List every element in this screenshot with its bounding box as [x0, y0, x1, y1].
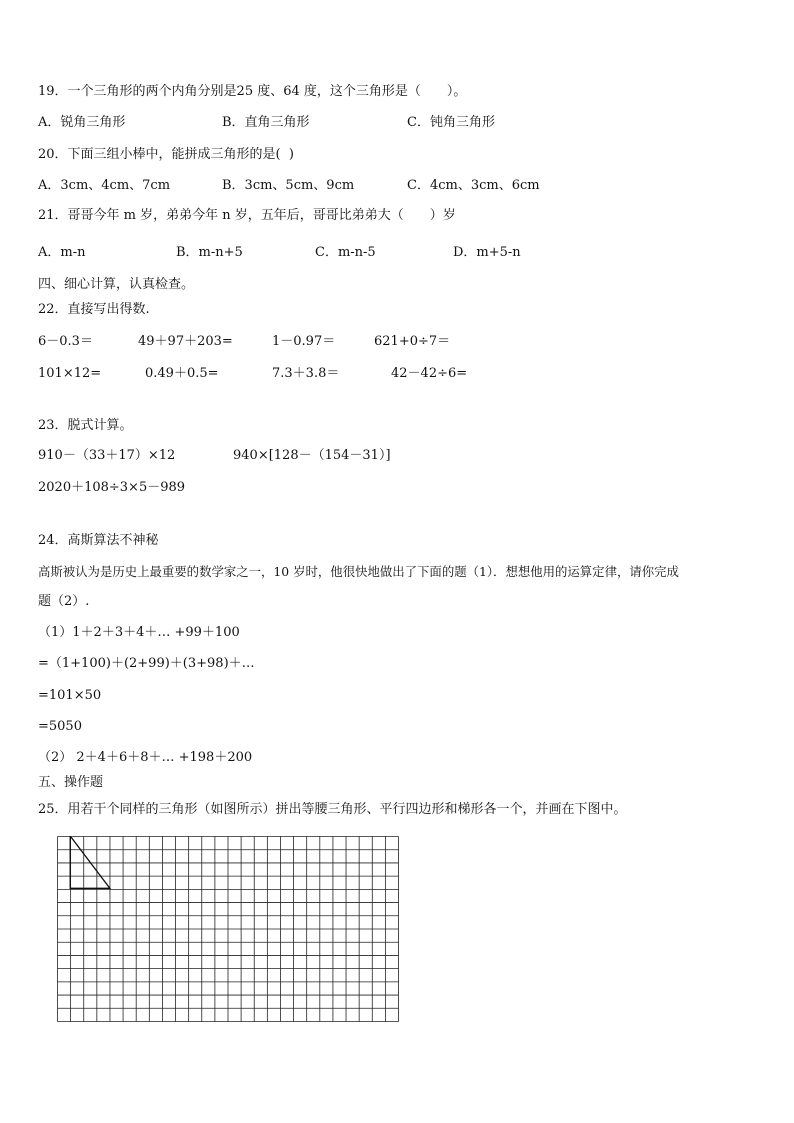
q21-stem: 21．哥哥今年 m 岁，弟弟今年 n 岁，五年后，哥哥比弟弟大（ ）岁 [38, 208, 456, 223]
q21-option-b: B．m-n+5 [176, 245, 243, 260]
q22-item: 101×12= [38, 366, 102, 381]
q22-item: 49＋97＋203= [138, 334, 233, 349]
q22-item: 1－0.97＝ [272, 334, 336, 349]
q23-expression-3: 2020＋108÷3×5－989 [38, 480, 186, 495]
q23-expression-1: 910－（33＋17）×12 [38, 448, 176, 463]
q24-step-1: （1）1＋2＋3＋4＋… +99＋100 [38, 625, 240, 640]
q20-option-a: A．3cm、4cm、7cm [38, 178, 171, 193]
q25-stem: 25．用若干个同样的三角形（如图所示）拼出等腰三角形、平行四边形和梯形各一个，并画在下图中。 [38, 802, 627, 817]
q20-option-b: B．3cm、5cm、9cm [222, 178, 355, 193]
q20-option-c: C．4cm、3cm、6cm [407, 178, 540, 193]
q24-step-2: =（1+100)＋(2+99)＋(3+98)＋… [38, 656, 255, 671]
q24-paragraph-line-1: 高斯被认为是历史上最重要的数学家之一，10 岁时，他很快地做出了下面的题（1）．想想他用的运算定律，请你完成 [38, 564, 679, 579]
q22-item: 621+0÷7＝ [374, 334, 451, 349]
q24-stem: 24．高斯算法不神秘 [38, 533, 159, 548]
q22-item: 6－0.3＝ [38, 334, 93, 349]
q24-step-3: =101×50 [38, 688, 102, 703]
section-4-heading: 四、细心计算，认真检查。 [38, 277, 195, 292]
q22-stem: 22．直接写出得数. [38, 302, 150, 317]
q23-stem: 23．脱式计算。 [38, 418, 133, 433]
q19-option-a: A．锐角三角形 [38, 115, 126, 130]
section-5-heading: 五、操作题 [38, 775, 104, 790]
q22-item: 0.49＋0.5= [145, 366, 219, 381]
q21-option-d: D．m+5-n [453, 245, 521, 260]
q24-paragraph-line-2: 题（2）. [38, 594, 90, 609]
q20-stem: 20．下面三组小棒中，能拼成三角形的是( ) [38, 147, 294, 162]
example-triangle [70, 836, 110, 888]
q19-option-b: B．直角三角形 [222, 115, 310, 130]
q22-item: 42－42÷6= [391, 366, 468, 381]
drawing-grid[interactable] [57, 836, 399, 1022]
q19-option-c: C．钝角三角形 [407, 115, 495, 130]
q21-option-c: C．m-n-5 [315, 245, 376, 260]
q23-expression-2: 940×[128－（154－31）] [233, 448, 391, 463]
q24-part-2: （2） 2＋4＋6＋8＋… +198＋200 [38, 750, 253, 765]
q21-option-a: A．m-n [38, 245, 86, 260]
q24-step-4: =5050 [38, 719, 82, 734]
q22-item: 7.3＋3.8＝ [272, 366, 340, 381]
q19-stem: 19．一个三角形的两个内角分别是25 度、64 度，这个三角形是（ ）。 [38, 84, 467, 99]
